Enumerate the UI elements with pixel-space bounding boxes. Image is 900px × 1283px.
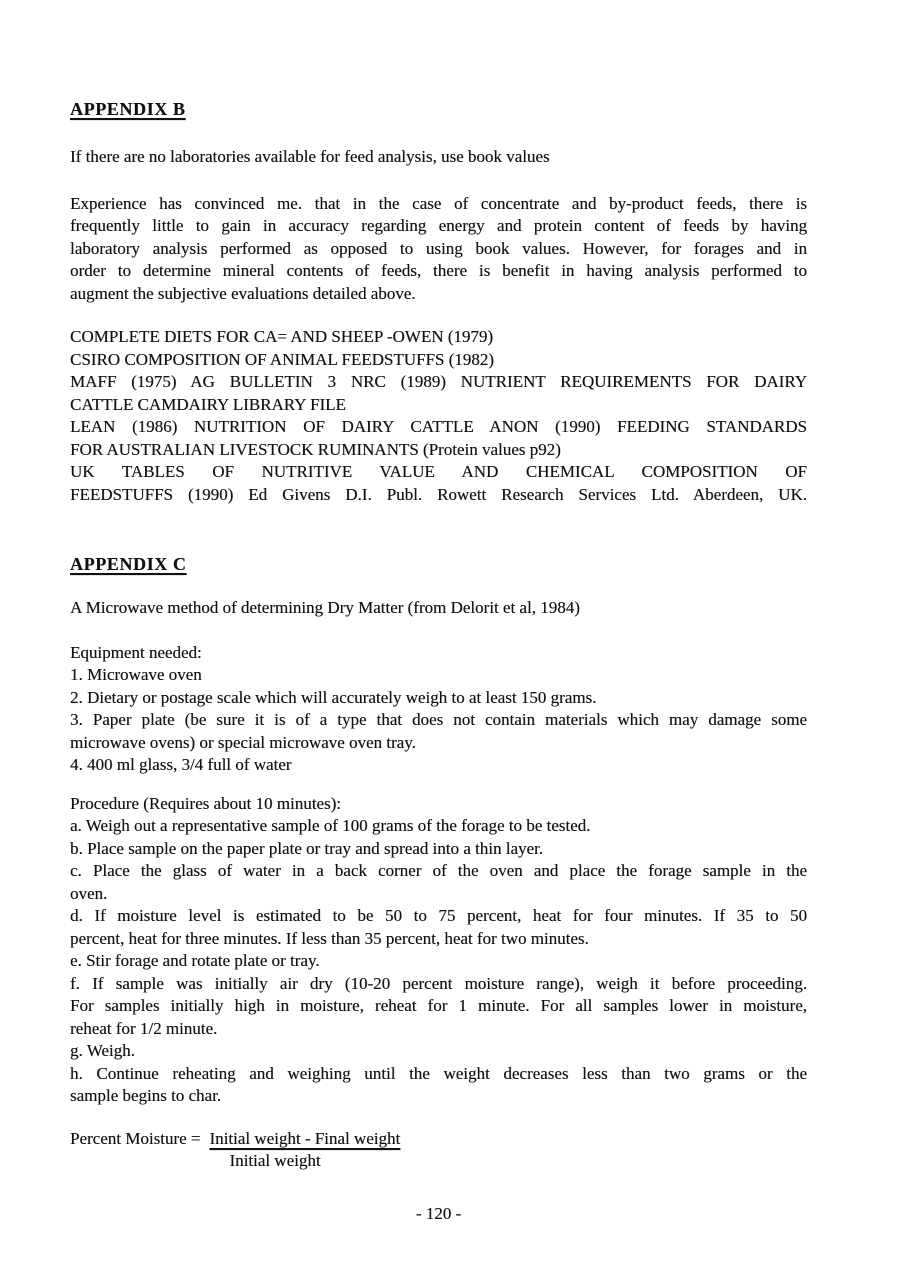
text-line: Experience has convinced me. that in the case of concentrate and by-product feeds, there is — [70, 193, 807, 213]
text-line: CATTLE CAMDAIRY LIBRARY FILE — [70, 394, 346, 414]
text-line: microwave ovens) or special microwave oven tray. — [70, 732, 416, 752]
equipment-heading: Equipment needed: — [70, 642, 202, 662]
text-line: g. Weigh. — [70, 1041, 135, 1060]
page-content — [70, 0, 807, 1225]
text-line: MAFF (1975) AG BULLETIN 3 NRC (1989) NUTRIENT REQUIREMENTS FOR DAIRY — [70, 372, 807, 391]
text-line: d. If moisture level is estimated to be 50 to 75 percent, heat for four minutes. If 35 to 50 — [70, 906, 807, 925]
text-line: sample begins to char. — [70, 1086, 222, 1105]
text-line: laboratory analysis performed as opposed to using book values. However, for forages and in — [70, 238, 807, 258]
text-line: c. Place the glass of water in a back corner of the oven and place the forage sample in the — [70, 861, 807, 880]
text-line: 2. Dietary or postage scale which will accurately weigh to at least 150 grams. — [70, 687, 597, 707]
procedure-list — [70, 815, 807, 1108]
page-number: - 120 - — [415, 1203, 462, 1223]
appendix-b-paragraph — [70, 193, 807, 306]
text-line: 4. 400 ml glass, 3/4 full of water — [70, 755, 292, 774]
percent-moisture-formula — [70, 1128, 807, 1173]
appendix-c-subtitle: A Microwave method of determining Dry Matter (from Delorit et al, 1984) — [70, 598, 580, 617]
text-line: 3. Paper plate (be sure it is of a type that does not contain materials which may damage some — [70, 710, 807, 729]
text-line: e. Stir forage and rotate plate or tray. — [70, 951, 320, 970]
text-line: FOR AUSTRALIAN LIVESTOCK RUMINANTS (Protein values p92) — [70, 439, 561, 459]
text-line: a. Weigh out a representative sample of 100 grams of the forage to be tested. — [70, 816, 591, 835]
formula-label: Percent Moisture = — [70, 1128, 201, 1148]
text-line: LEAN (1986) NUTRITION OF DAIRY CATTLE ANON (1990) FEEDING STANDARDS — [70, 417, 807, 436]
text-line: 1. Microwave oven — [70, 665, 202, 684]
formula-numerator: Initial weight - Final weight — [209, 1128, 401, 1148]
text-line: reheat for 1/2 minute. — [70, 1018, 218, 1038]
appendix-b-heading: APPENDIX B — [70, 99, 186, 119]
appendix-c-heading: APPENDIX C — [70, 554, 187, 574]
text-line: h. Continue reheating and weighing until the weight decreases less than two grams or the — [70, 1063, 807, 1083]
text-line: CSIRO COMPOSITION OF ANIMAL FEEDSTUFFS (1982) — [70, 349, 494, 369]
formula-denominator: Initial weight — [229, 1151, 321, 1170]
references-list — [70, 326, 807, 506]
text-line: order to determine mineral contents of feeds, there is benefit in having analysis performed to — [70, 261, 807, 280]
text-line: oven. — [70, 883, 108, 903]
equipment-list — [70, 664, 807, 777]
procedure-heading: Procedure (Requires about 10 minutes): — [70, 793, 341, 813]
text-line: COMPLETE DIETS FOR CA= AND SHEEP -OWEN (1979) — [70, 327, 494, 346]
text-line: augment the subjective evaluations detailed above. — [70, 283, 416, 303]
text-line: b. Place sample on the paper plate or tray and spread into a thin layer. — [70, 838, 544, 858]
text-line: For samples initially high in moisture, reheat for 1 minute. For all samples lower in moisture, — [70, 996, 807, 1015]
text-line: FEEDSTUFFS (1990) Ed Givens D.I. Publ. Rowett Research Services Ltd. Aberdeen, UK. — [70, 484, 807, 504]
formula-fraction — [209, 1128, 400, 1173]
text-line: frequently little to gain in accuracy regarding energy and protein content of feeds by having — [70, 216, 807, 235]
text-line: percent, heat for three minutes. If less than 35 percent, heat for two minutes. — [70, 928, 589, 948]
text-line: f. If sample was initially air dry (10-20 percent moisture range), weigh it before proceeding. — [70, 973, 807, 993]
text-line: UK TABLES OF NUTRITIVE VALUE AND CHEMICAL COMPOSITION OF — [70, 462, 807, 481]
appendix-b-intro-line: If there are no laboratories available for feed analysis, use book values — [70, 147, 550, 166]
